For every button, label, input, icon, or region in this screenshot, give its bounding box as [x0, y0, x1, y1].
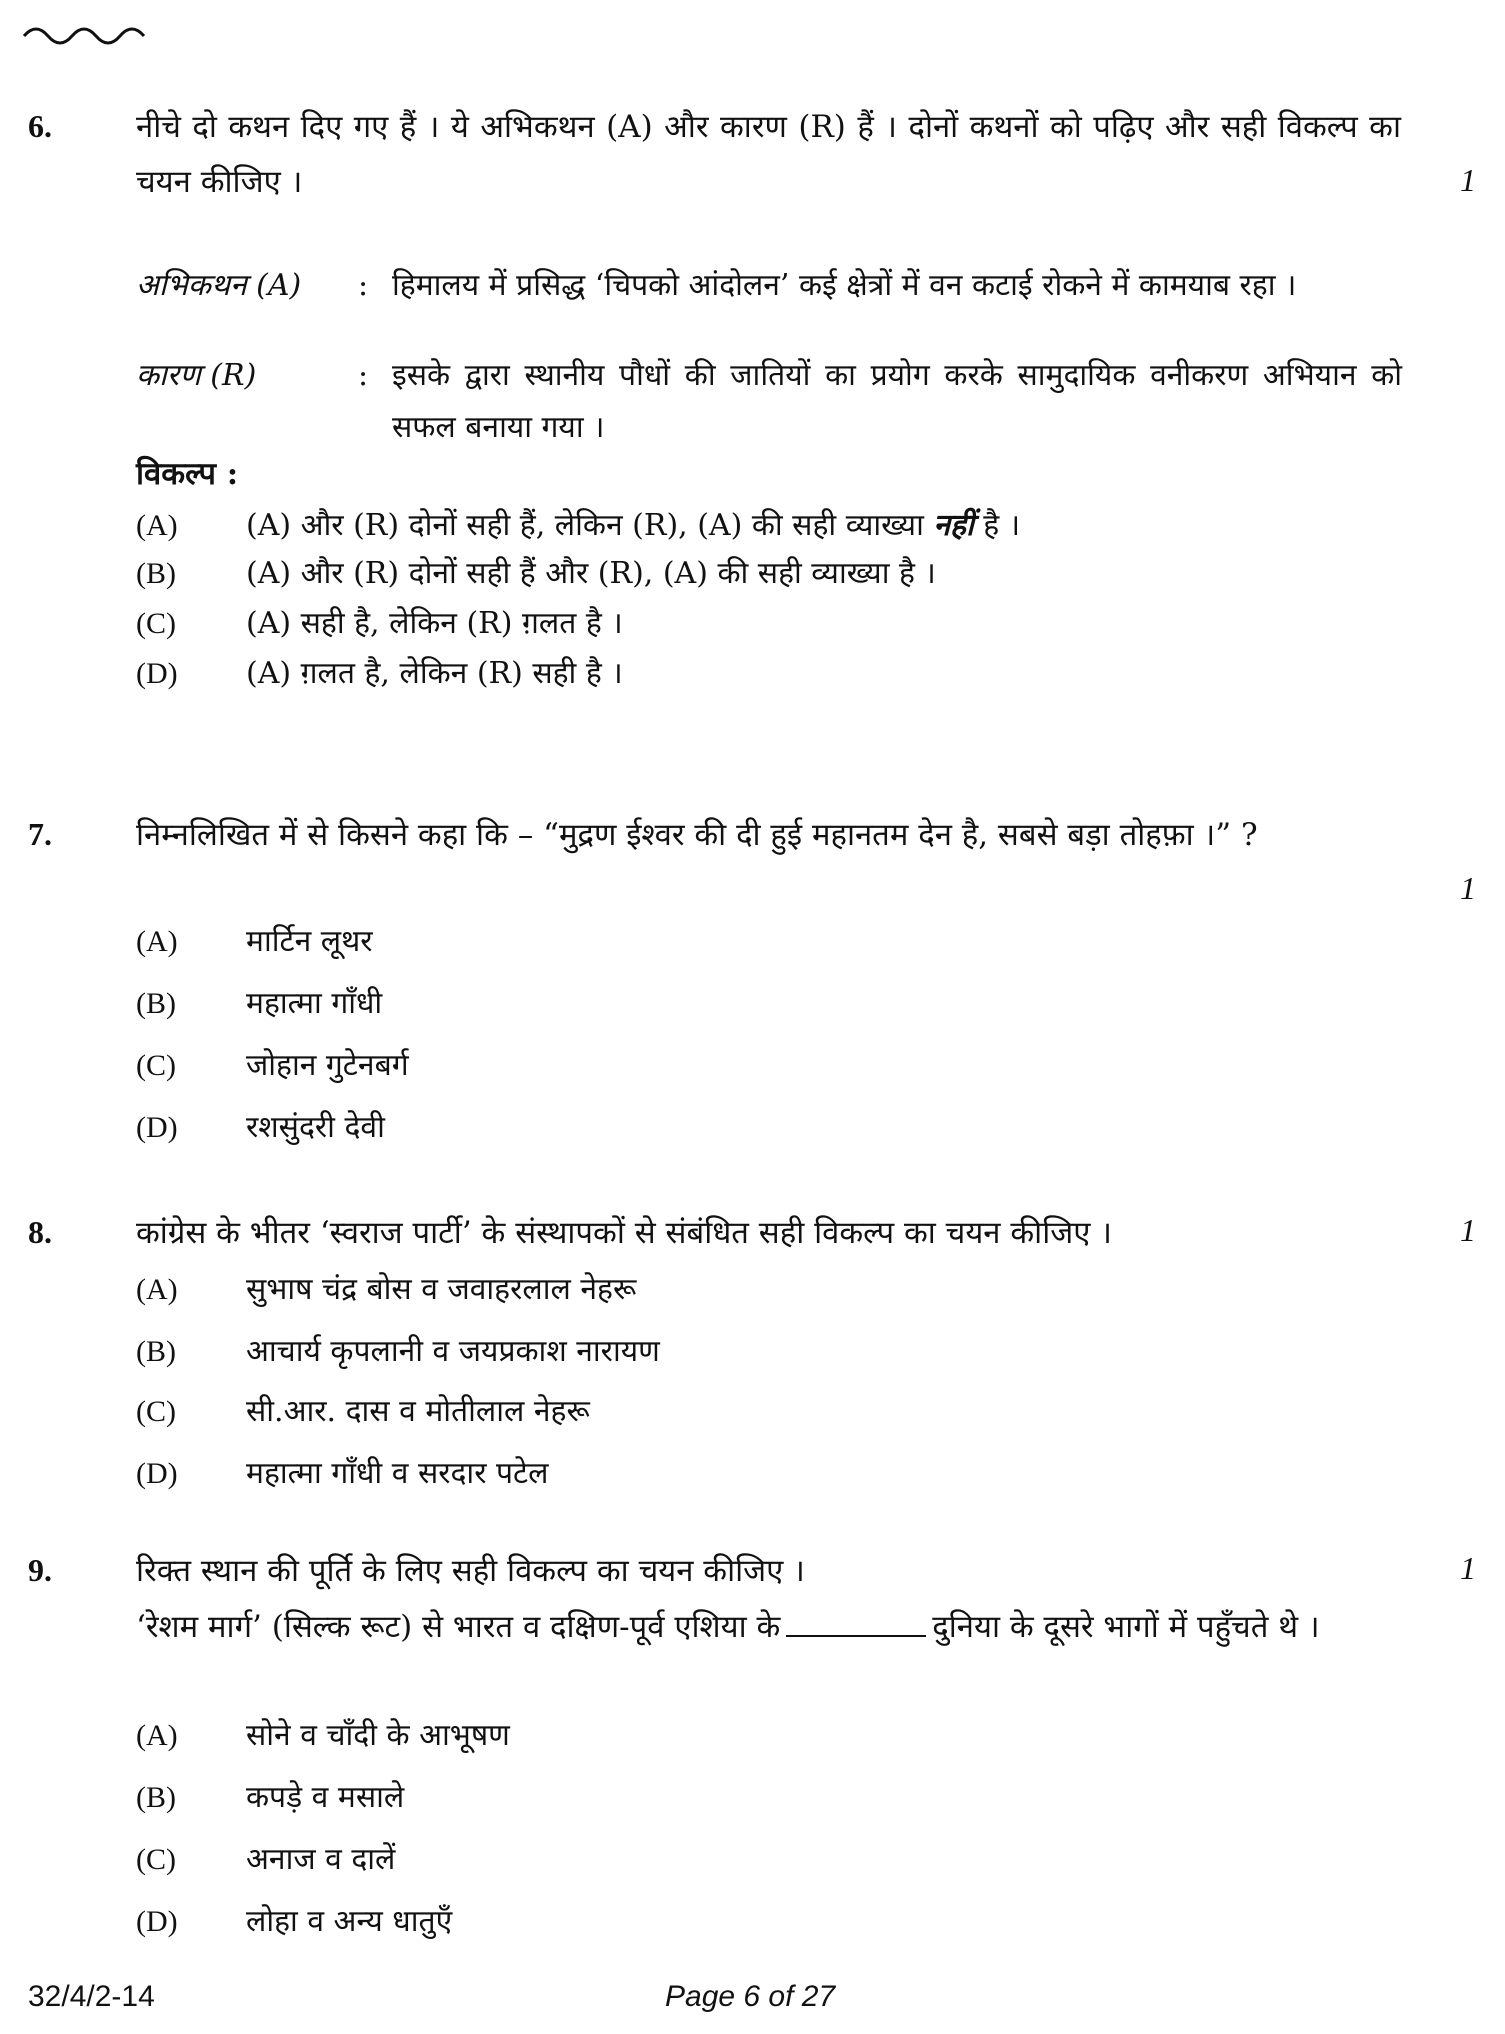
option-label: (D): [136, 1111, 178, 1144]
option-c: [136, 1044, 409, 1088]
option-label: (C): [136, 1395, 176, 1428]
option-text: (A) और (R) दोनों सही हैं और (R), (A) की सही व्याख्या है ।: [246, 556, 936, 591]
wave-ornament: [22, 14, 162, 54]
option-text: [246, 504, 1020, 548]
reason-label: कारण (R): [136, 358, 257, 393]
option-text-part: है ।: [973, 508, 1021, 543]
option-label: (B): [136, 557, 176, 590]
marks: 1: [1460, 870, 1476, 906]
option-d: [136, 652, 623, 696]
marks: 1: [1460, 1212, 1476, 1248]
option-a: [136, 1714, 510, 1758]
option-d: [136, 1452, 549, 1496]
option-label: (B): [136, 1335, 176, 1368]
option-a: [136, 1268, 636, 1312]
option-label: (C): [136, 607, 176, 640]
option-label: (D): [136, 657, 178, 690]
option-b: [136, 552, 936, 596]
option-a: [136, 504, 1020, 548]
blank-line: [786, 1605, 926, 1637]
option-text: कपड़े व मसाले: [246, 1780, 405, 1815]
assertion-colon: :: [358, 268, 369, 303]
assertion-label: अभिकथन (A): [136, 268, 302, 303]
question-text: रिक्त स्थान की पूर्ति के लिए सही विकल्प का चयन कीजिए ।: [136, 1553, 805, 1589]
option-label: (B): [136, 1781, 176, 1814]
reason-colon: :: [358, 358, 369, 393]
option-text: अनाज व दालें: [246, 1842, 396, 1877]
question-number: 9.: [28, 1552, 52, 1588]
paper-code: 32/4/2-14: [28, 1980, 155, 2013]
option-label: (D): [136, 1905, 178, 1938]
fill-text-before: ‘रेशम मार्ग’ (सिल्क रूट) से भारत व दक्षिण-पूर्व एशिया के: [136, 1609, 781, 1645]
assertion-text: हिमालय में प्रसिद्ध ‘चिपको आंदोलन’ कई क्षेत्रों में वन कटाई रोकने में कामयाब रहा ।: [392, 268, 1297, 303]
option-b: [136, 982, 382, 1026]
option-text: मार्टिन लूथर: [246, 924, 373, 959]
option-label: (A): [136, 1273, 178, 1306]
marks: 1: [1460, 1550, 1476, 1586]
option-label: (A): [136, 925, 178, 958]
option-text-part: (A) और (R) दोनों सही हैं, लेकिन (R), (A) की सही व्याख्या: [246, 508, 934, 543]
question-text: निम्नलिखित में से किसने कहा कि – “मुद्रण ईश्वर की दी हुई महानतम देन है, सबसे बड़ा तोहफ़ा ।” ?: [136, 817, 1258, 853]
question-text: नीचे दो कथन दिए गए हैं । ये अभिकथन (A) और कारण (R) हैं । दोनों कथनों को पढ़िए और सही विकल्प का चयन कीजिए ।: [136, 109, 1401, 200]
option-text: सी.आर. दास व मोतीलाल नेहरू: [246, 1394, 590, 1429]
marks: 1: [1460, 162, 1476, 198]
option-text: महात्मा गाँधी: [246, 986, 383, 1021]
page-number: Page 6 of 27: [665, 1980, 836, 2013]
option-text: सुभाष चंद्र बोस व जवाहरलाल नेहरू: [246, 1272, 637, 1307]
option-b: [136, 1330, 660, 1374]
option-c: [136, 1390, 590, 1434]
fill-text-after: दुनिया के दूसरे भागों में पहुँचते थे ।: [932, 1609, 1320, 1645]
option-label: (A): [136, 1719, 178, 1752]
option-c: [136, 1838, 395, 1882]
option-label: (A): [136, 509, 178, 542]
options-heading: विकल्प :: [136, 456, 239, 492]
option-text: जोहान गुटेनबर्ग: [246, 1048, 409, 1083]
question-number: 6.: [28, 108, 52, 144]
question-number: 7.: [28, 816, 52, 852]
question-text: कांग्रेस के भीतर ‘स्वराज पार्टी’ के संस्थापकों से संबंधित सही विकल्प का चयन कीजिए ।: [136, 1215, 1112, 1251]
option-text: (A) सही है, लेकिन (R) ग़लत है ।: [246, 606, 623, 641]
question-number: 8.: [28, 1214, 52, 1250]
option-label: (C): [136, 1049, 176, 1082]
option-text: सोने व चाँदी के आभूषण: [246, 1718, 510, 1753]
option-text: लोहा व अन्य धातुएँ: [246, 1904, 453, 1939]
option-text: महात्मा गाँधी व सरदार पटेल: [246, 1456, 549, 1491]
fill-in-blank-sentence: [136, 1600, 1401, 1655]
option-label: (C): [136, 1843, 176, 1876]
option-c: [136, 602, 623, 646]
option-d: [136, 1900, 452, 1944]
option-b: [136, 1776, 404, 1820]
option-label: (B): [136, 987, 176, 1020]
option-d: [136, 1106, 385, 1150]
option-text-emphasis: नहीं: [933, 508, 974, 543]
option-text: (A) ग़लत है, लेकिन (R) सही है ।: [246, 656, 623, 691]
option-text: आचार्य कृपलानी व जयप्रकाश नारायण: [246, 1334, 660, 1369]
option-text: रशसुंदरी देवी: [246, 1110, 385, 1145]
option-a: [136, 920, 373, 964]
reason-text: इसके द्वारा स्थानीय पौधों की जातियों का प्रयोग करके सामुदायिक वनीकरण अभियान को सफल बनाया गया ।: [392, 358, 1402, 445]
option-label: (D): [136, 1457, 178, 1490]
reason: [136, 350, 1401, 460]
